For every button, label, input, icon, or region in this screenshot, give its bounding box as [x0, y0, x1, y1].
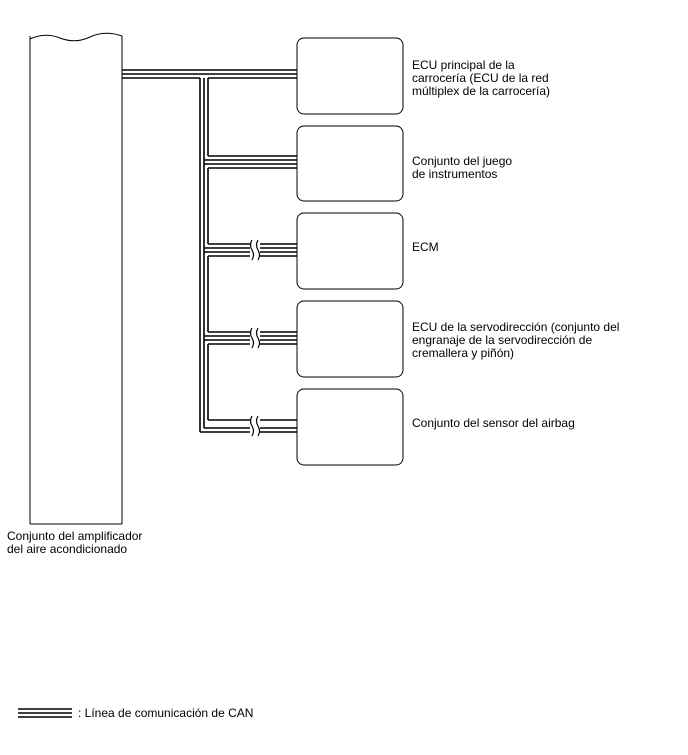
- ecu-eps-label: ECU de la servodirección (conjunto del engranaje de la servodirección de cremallera y piñón): [412, 320, 620, 360]
- ecu-box-eps: [297, 301, 403, 377]
- ecu-box-ecm: [297, 213, 403, 289]
- ecu-body-label: ECU principal de la carrocería (ECU de la red múltiplex de la carrocería): [412, 58, 551, 98]
- amplifier-bar: [30, 33, 122, 524]
- ecu-meter-label: Conjunto del juego de instrumentos: [412, 154, 513, 181]
- legend-label: : Línea de comunicación de CAN: [78, 706, 254, 720]
- ecu-box-airbag: [297, 389, 403, 465]
- ecu-box-body: [297, 38, 403, 114]
- can-bus-lines: [122, 70, 297, 432]
- line-break-symbols: [251, 240, 260, 436]
- ecu-box-meter: [297, 126, 403, 201]
- ecu-ecm-label: ECM: [412, 240, 439, 254]
- ecu-boxes: [297, 38, 403, 465]
- amplifier-label: Conjunto del amplificador del aire acondicionado: [7, 529, 143, 556]
- legend-line-sample: [18, 709, 72, 717]
- ecu-airbag-label: Conjunto del sensor del airbag: [412, 416, 575, 430]
